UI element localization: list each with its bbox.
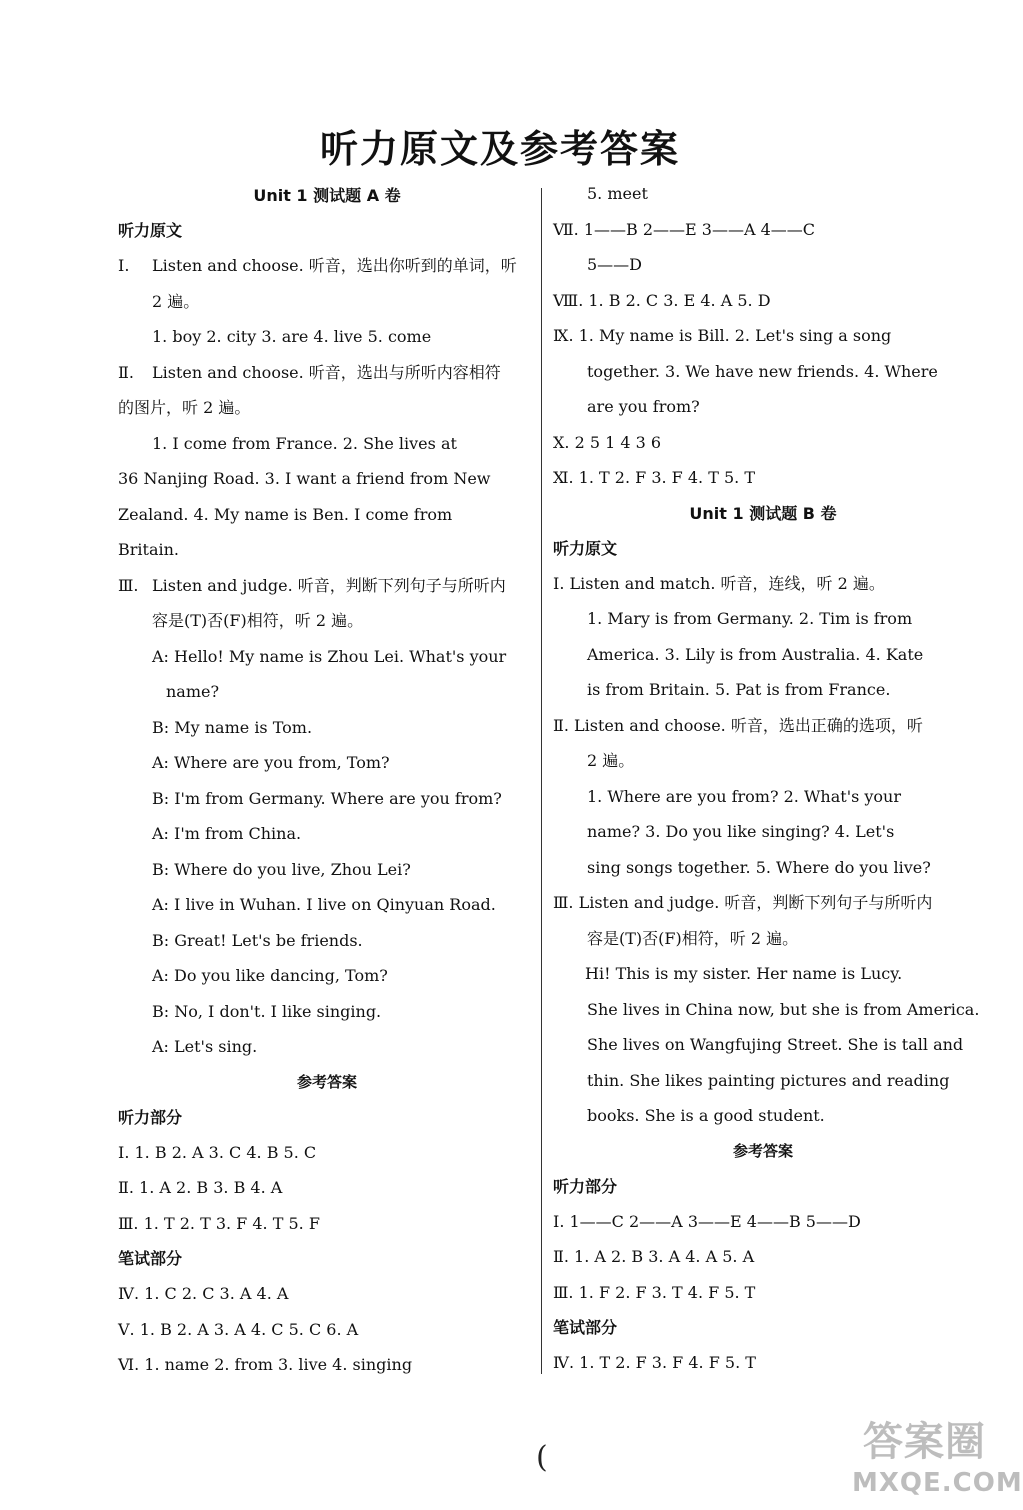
- answer-line: Ⅷ. 1. B 2. C 3. E 4. A 5. D: [553, 290, 771, 310]
- answer-line: together. 3. We have new friends. 4. Where: [587, 361, 938, 381]
- answer-line: 5. meet: [587, 184, 648, 203]
- dialogue-line: A: Where are you from, Tom?: [152, 753, 390, 772]
- answer-line: Ⅳ. 1. C 2. C 3. A 4. A: [118, 1284, 289, 1303]
- answers-title: 参考答案: [296, 1072, 357, 1091]
- section-3-instruction: Ⅲ. Listen and judge. 听音，判断下列句子与所听内: [118, 568, 536, 604]
- page-number-mark: (: [536, 1440, 548, 1475]
- dialogue-line: A: Do you like dancing, Tom?: [152, 966, 388, 985]
- section-2-text-line: 1. Where are you from? 2. What's your: [587, 786, 902, 806]
- section-2-text-line: 1. I come from France. 2. She lives at: [152, 433, 457, 453]
- passage-line: She lives on Wangfujing Street. She is tall and: [587, 1035, 964, 1054]
- answer-line: Ⅹ. 2 5 1 4 3 6: [553, 432, 662, 452]
- section-1-words: 1. boy 2. city 3. are 4. live 5. come: [152, 327, 432, 346]
- answers-title: 参考答案: [732, 1141, 793, 1160]
- dialogue-line: B: Where do you live, Zhou Lei?: [152, 859, 411, 879]
- section-1-text-line: 1. Mary is from Germany. 2. Tim is from: [587, 609, 913, 628]
- dialogue-line: B: No, I don't. I like singing.: [152, 1001, 382, 1021]
- answer-line: Ⅶ. 1——B 2——E 3——A 4——C: [553, 219, 816, 239]
- section-number: Ⅲ.: [118, 575, 139, 595]
- section-3-instruction-cont: 容是(T)否(F)相符，听 2 遍。: [587, 928, 799, 948]
- passage-line: thin. She likes painting pictures and reading: [587, 1070, 950, 1090]
- watermark-text: 答案圈: [863, 1419, 986, 1465]
- passage-line: Hi! This is my sister. Her name is Lucy.: [585, 964, 903, 983]
- section-1-instruction: Ⅰ. Listen and match. 听音，连线，听 2 遍。: [553, 573, 885, 593]
- column-divider: [541, 188, 542, 1374]
- section-1-instruction: Ⅰ. Listen and choose. 听音，选出你听到的单词，听: [118, 248, 536, 284]
- passage-line: books. She is a good student.: [587, 1106, 825, 1125]
- section-2-instruction: Ⅱ. Listen and choose. 听音，选出与所听内容相符: [118, 355, 536, 391]
- section-2-instruction-cont: 的图片，听 2 遍。: [118, 398, 251, 417]
- answer-line: Ⅺ. 1. T 2. F 3. F 4. T 5. T: [553, 468, 755, 487]
- listening-part-title: 听力部分: [553, 1176, 618, 1196]
- dialogue-line: A: Hello! My name is Zhou Lei. What's your: [152, 646, 507, 666]
- listening-text-title: 听力原文: [118, 221, 183, 240]
- dialogue-line: name?: [166, 682, 220, 701]
- section-3-instruction-cont: 容是(T)否(F)相符，听 2 遍。: [152, 611, 364, 630]
- section-2-instruction: Ⅱ. Listen and choose. 听音，选出正确的选项，听: [553, 715, 923, 735]
- answer-line: Ⅳ. 1. T 2. F 3. F 4. F 5. T: [553, 1353, 756, 1372]
- section-1-instruction-cont: 2 遍。: [152, 291, 200, 311]
- section-2-text-line: 36 Nanjing Road. 3. I want a friend from New: [118, 469, 491, 488]
- dialogue-line: B: Great! Let's be friends.: [152, 930, 363, 950]
- watermark-url: MXQE.COM: [852, 1468, 1023, 1498]
- answer-line: Ⅱ. 1. A 2. B 3. B 4. A: [118, 1178, 283, 1197]
- section-2-instruction-cont: 2 遍。: [587, 751, 635, 770]
- dialogue-line: A: I live in Wuhan. I live on Qinyuan Road.: [152, 895, 496, 914]
- section-2-text-line: name? 3. Do you like singing? 4. Let's: [587, 822, 895, 841]
- watermark-logo: [852, 1416, 1023, 1506]
- answer-line: 5——D: [587, 255, 643, 274]
- answer-line: Ⅱ. 1. A 2. B 3. A 4. A 5. A: [553, 1247, 755, 1266]
- writing-part-title: 笔试部分: [118, 1249, 183, 1268]
- answer-line: Ⅰ. 1. B 2. A 3. C 4. B 5. C: [118, 1142, 317, 1162]
- answer-line: Ⅰ. 1——C 2——A 3——E 4——B 5——D: [553, 1211, 861, 1231]
- listening-text-title: 听力原文: [553, 538, 618, 558]
- answer-line: Ⅸ. 1. My name is Bill. 2. Let's sing a song: [553, 326, 892, 345]
- answer-line: Ⅲ. 1. F 2. F 3. T 4. F 5. T: [553, 1282, 756, 1302]
- dialogue-line: B: My name is Tom.: [152, 717, 313, 737]
- dialogue-line: A: Let's sing.: [152, 1037, 258, 1056]
- section-2-text-line: Zealand. 4. My name is Ben. I come from: [118, 504, 453, 524]
- passage-line: She lives in China now, but she is from America.: [587, 999, 980, 1019]
- answer-line: Ⅲ. 1. T 2. T 3. F 4. T 5. F: [118, 1213, 320, 1233]
- section-1-text-line: is from Britain. 5. Pat is from France.: [587, 680, 891, 699]
- writing-part-title: 笔试部分: [553, 1318, 618, 1337]
- answer-line: Ⅴ. 1. B 2. A 3. A 4. C 5. C 6. A: [118, 1319, 359, 1339]
- section-2-text-line: Britain.: [118, 540, 179, 559]
- dialogue-line: A: I'm from China.: [152, 824, 302, 843]
- section-1-text-line: America. 3. Lily is from Australia. 4. Kate: [587, 644, 924, 664]
- unit-b-title: Unit 1 测试题 B 卷: [689, 503, 837, 523]
- section-2-text-line: sing songs together. 5. Where do you live?: [587, 857, 931, 877]
- listening-part-title: 听力部分: [118, 1107, 183, 1127]
- answer-line: Ⅵ. 1. name 2. from 3. live 4. singing: [118, 1355, 413, 1374]
- section-3-instruction: Ⅲ. Listen and judge. 听音，判断下列句子与所听内: [553, 893, 933, 912]
- page-title: 听力原文及参考答案: [319, 127, 680, 171]
- dialogue-line: B: I'm from Germany. Where are you from?: [152, 788, 502, 808]
- section-number: Ⅰ.: [118, 256, 130, 275]
- unit-a-title: Unit 1 测试题 A 卷: [253, 186, 401, 205]
- answer-line: are you from?: [587, 397, 700, 416]
- section-number: Ⅱ.: [118, 362, 134, 382]
- right-column: [553, 176, 980, 1381]
- left-column: [118, 178, 536, 1383]
